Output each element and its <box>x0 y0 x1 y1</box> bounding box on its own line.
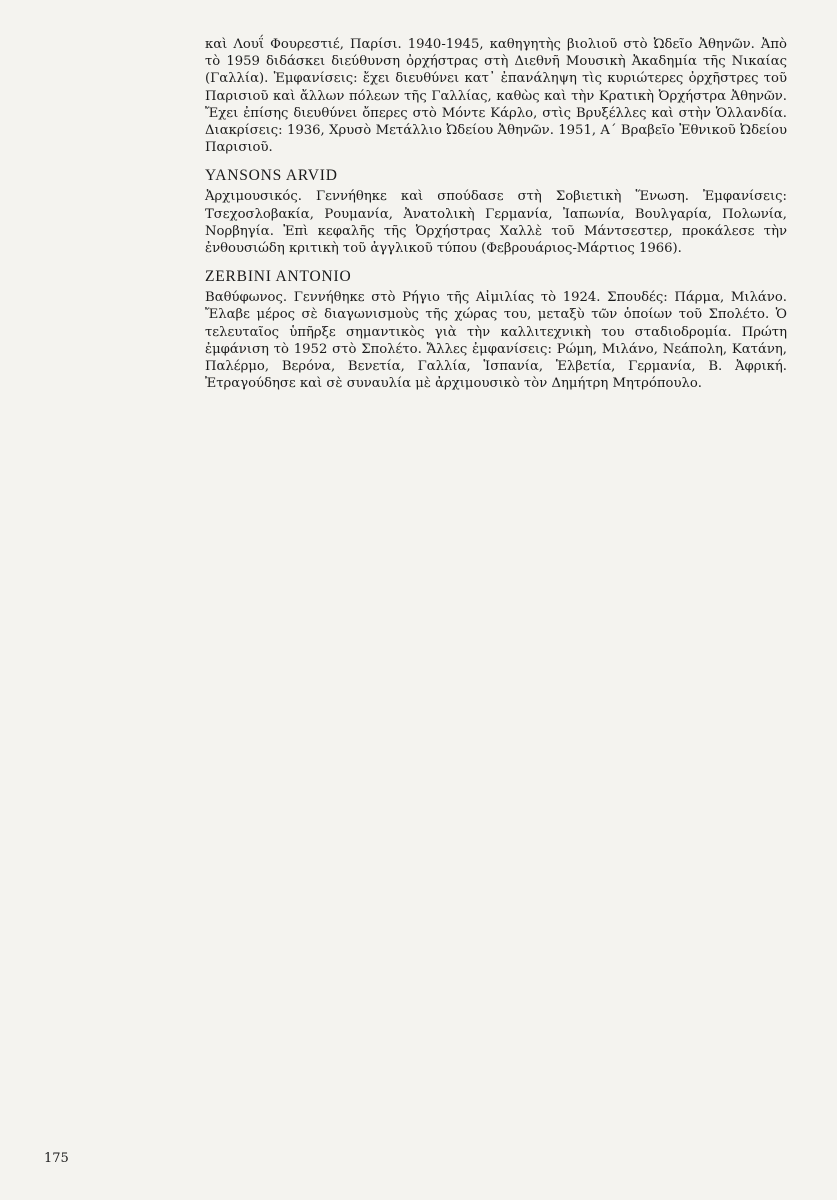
entry-yansons <box>205 166 787 257</box>
page-number: 175 <box>44 1151 69 1166</box>
continuation-paragraph: καὶ Λουΐ Φουρεστιέ, Παρίσι. 1940-1945, καθηγητὴς βιολιοῦ στὸ Ὠδεῖο Ἀθηνῶν. Ἀπὸ τὸ 1959 διδάσκει διεύθυνση ὀρχήστρας στὴ Διεθνῆ Μουσικὴ Ἀκαδημία τῆς Νικαίας (Γαλλία). Ἐμφανίσεις: ἔχει διευθύνει κατ᾽ ἐπανάληψη τὶς κυριώτερες ὀρχῆστρες τοῦ Παρισιοῦ καὶ ἄλλων πόλεων τῆς Γαλλίας, καθὼς καὶ τὴν Κρατικὴ Ὀρχήστρα Ἀθηνῶν. Ἔχει ἐπίσης διευθύνει ὄπερες στὸ Μόντε Κάρλο, στὶς Βρυξέλλες καὶ στὴν Ὁλλανδία. Διακρίσεις: 1936, Χρυσὸ Μετάλλιο Ὠδείου Ἀθηνῶν. 1951, Α΄ Βραβεῖο Ἐθνικοῦ Ὠδείου Παρισιοῦ. <box>205 37 787 156</box>
entry-heading: ZERBINI ANTONIO <box>205 268 352 286</box>
entry-paragraph: Ἀρχιμουσικός. Γεννήθηκε καὶ σπούδασε στὴ Σοβιετικὴ Ἕνωση. Ἐμφανίσεις: Τσεχοσλοβακία, Ρουμανία, Ἀνατολικὴ Γερμανία, Ἰαπωνία, Βουλγαρία, Πολωνία, Νορβηγία. Ἐπὶ κεφαλῆς τῆς Ὀρχήστρας Χαλλὲ τοῦ Μάντσεστερ, προκάλεσε τὴν ἐνθουσιώδη κριτικὴ τοῦ ἀγγλικοῦ τύπου (Φεβρουάριος-Μάρτιος 1966). <box>205 189 787 257</box>
entry-heading: YANSONS ARVID <box>205 167 338 185</box>
entry-paragraph: Βαθύφωνος. Γεννήθηκε στὸ Ρήγιο τῆς Αἰμιλίας τὸ 1924. Σπουδές: Πάρμα, Μιλάνο. Ἔλαβε μέρος σὲ διαγωνισμοὺς τῆς χώρας του, μεταξὺ τῶν ὁποίων τοῦ Σπολέτο. Ὁ τελευταῖος ὑπῆρξε σημαντικὸς γιὰ τὴν καλλιτεχνικὴ του σταδιοδρομία. Πρώτη ἐμφάνιση τὸ 1952 στὸ Σπολέτο. Ἄλλες ἐμφανίσεις: Ρώμη, Μιλάνο, Νεάπολη, Κατάνη, Παλέρμο, Βερόνα, Βενετία, Γαλλία, Ἱσπανία, Ἑλβετία, Γερμανία, Β. Ἀφρική. Ἐτραγούδησε καὶ σὲ συναυλία μὲ ἀρχιμουσικὸ τὸν Δημήτρη Μητρόπουλο. <box>205 290 787 392</box>
entry-zerbini <box>205 267 787 392</box>
text-column <box>205 36 787 392</box>
